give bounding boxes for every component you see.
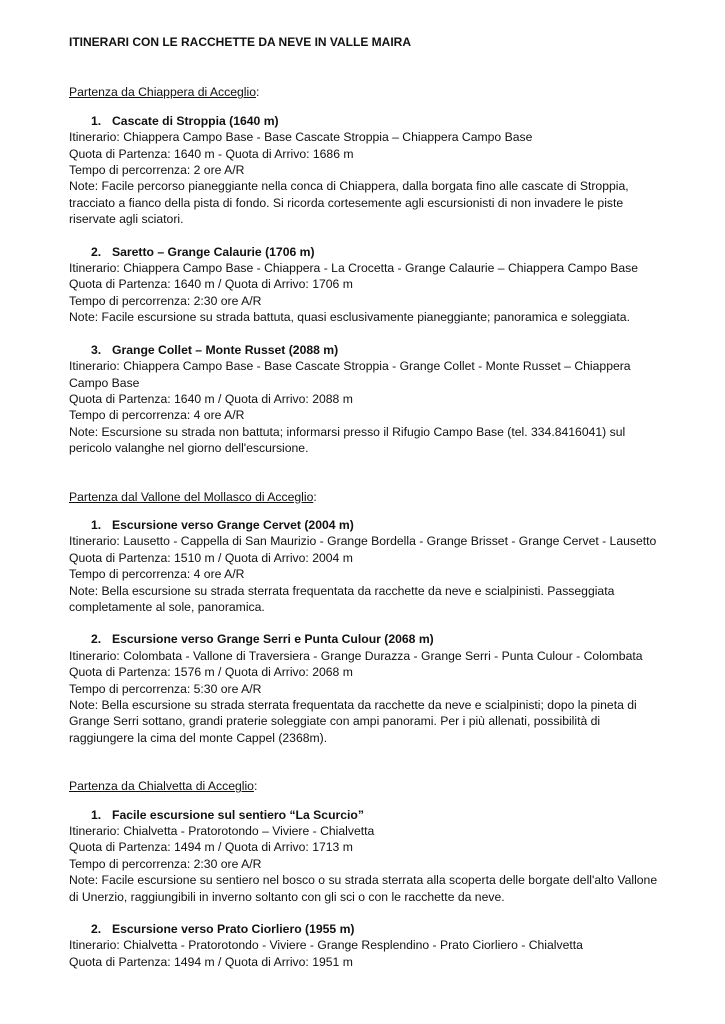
itinerary-route: Itinerario: Chialvetta - Pratorotondo – Viviere - Chialvetta	[69, 824, 375, 839]
section-chialvetta	[69, 778, 659, 970]
document-title: ITINERARI CON LE RACCHETTE DA NEVE IN VALLE MAIRA	[69, 35, 412, 49]
itinerary-altitude: Quota di Partenza: 1510 m / Quota di Arrivo: 2004 m	[69, 550, 353, 565]
item-number: 2.	[91, 922, 102, 937]
section-heading-colon: :	[256, 85, 260, 100]
itinerary-route: Itinerario: Lausetto - Cappella di San Maurizio - Grange Bordella - Grange Brisset - Grange Cervet - Lausetto	[69, 534, 657, 549]
itinerary-route: Itinerario: Colombata - Vallone di Traversiera - Grange Durazza - Grange Serri - Punta Culour - Colombata	[69, 648, 643, 663]
item-number: 1.	[91, 113, 102, 128]
itinerary-altitude: Quota di Partenza: 1640 m / Quota di Arrivo: 2088 m	[69, 391, 353, 406]
itinerary-time: Tempo di percorrenza: 2:30 ore A/R	[69, 293, 262, 308]
itinerary-route: Itinerario: Chialvetta - Pratorotondo - Viviere - Grange Resplendino - Prato Ciorliero - Chialvetta	[69, 938, 583, 953]
itinerary-note: Note: Bella escursione su strada sterrata frequentata da racchette da neve e scialpinisti; dopo la pineta di Grange Serri sottano, grandi praterie soleggiate con ampi panorami. Per i più allenati, possibilità di raggiungere la cima del monte Cappel (2368m).	[69, 698, 637, 745]
itinerary-time: Tempo di percorrenza: 4 ore A/R	[69, 408, 245, 423]
section-heading-row	[69, 84, 659, 100]
itinerary-note: Note: Facile percorso pianeggiante nella conca di Chiappera, dalla borgata fino alle cascate di Stroppia, tracciato a fianco della pista di fondo. Si ricorda cortesemente agli escursionisti di non invadere le piste riservate agli sciatori.	[69, 179, 629, 227]
item-number: 3.	[91, 342, 102, 357]
item-number: 2.	[91, 632, 102, 647]
section-heading-colon: :	[253, 779, 258, 794]
itinerary-note: Note: Facile escursione su strada battuta, quasi esclusivamente pianeggiante; panoramica e soleggiata.	[69, 310, 630, 325]
section-heading-row	[69, 778, 659, 794]
itinerary-note: Note: Facile escursione su sentiero nel bosco o su strada sterrata alla scoperta delle borgate dell'alto Vallone di Unerzio, raggiungibili in inverno soltanto con gli sci o con le racchette da neve.	[69, 873, 658, 904]
itinerary-route: Itinerario: Chiappera Campo Base - Chiappera - La Crocetta - Grange Calaurie – Chiappera Campo Base	[69, 261, 639, 276]
itinerary-time: Tempo di percorrenza: 5:30 ore A/R	[69, 681, 262, 696]
itinerary-title	[91, 517, 659, 533]
itinerary-altitude: Quota di Partenza: 1494 m / Quota di Arrivo: 1951 m	[69, 954, 353, 969]
itinerary-note: Note: Bella escursione su strada sterrata frequentata da racchette da neve e scialpinisti. Passeggiata completamente al sole, panoramica.	[69, 583, 615, 614]
itinerary-note: Note: Escursione su strada non battuta; informarsi presso il Rifugio Campo Base (tel. 334.8416041) sul pericolo valanghe nel giorno dell'escursione.	[69, 424, 626, 456]
item-number: 2.	[91, 244, 102, 259]
itinerary-item	[69, 342, 659, 457]
item-title-text: Cascate di Stroppia (1640 m)	[112, 113, 279, 128]
itinerary-time: Tempo di percorrenza: 4 ore A/R	[69, 567, 245, 582]
item-title-text: Escursione verso Grange Serri e Punta Culour (2068 m)	[112, 632, 434, 647]
itinerary-route: Itinerario: Chiappera Campo Base - Base Cascate Stroppia – Chiappera Campo Base	[69, 130, 533, 145]
itinerary-altitude: Quota di Partenza: 1576 m / Quota di Arrivo: 2068 m	[69, 665, 353, 680]
itinerary-item	[69, 631, 659, 746]
document-page	[69, 34, 659, 970]
itinerary-altitude: Quota di Partenza: 1494 m / Quota di Arrivo: 1713 m	[69, 840, 353, 855]
itinerary-altitude: Quota di Partenza: 1640 m / Quota di Arrivo: 1706 m	[69, 277, 353, 292]
section-heading: Partenza dal Vallone del Mollasco di Acceglio	[69, 489, 314, 504]
item-title-text: Escursione verso Grange Cervet (2004 m)	[112, 517, 354, 532]
itinerary-item	[69, 517, 659, 615]
item-title-text: Facile escursione sul sentiero “La Scurcio”	[112, 807, 364, 822]
itinerary-item	[69, 113, 659, 228]
item-title-text: Grange Collet – Monte Russet (2088 m)	[112, 342, 339, 357]
section-heading-row	[69, 489, 659, 505]
section-mollasco	[69, 489, 659, 747]
itinerary-time: Tempo di percorrenza: 2:30 ore A/R	[69, 856, 262, 871]
item-number: 1.	[91, 807, 102, 822]
itinerary-item	[69, 244, 659, 326]
itinerary-title	[91, 113, 659, 129]
itinerary-time: Tempo di percorrenza: 2 ore A/R	[69, 163, 245, 178]
itinerary-altitude: Quota di Partenza: 1640 m - Quota di Arrivo: 1686 m	[69, 146, 354, 161]
section-heading: Partenza da Chialvetta di Acceglio	[69, 779, 254, 794]
itinerary-title	[91, 921, 659, 937]
item-title-text: Saretto – Grange Calaurie (1706 m)	[112, 244, 315, 259]
section-chiappera	[69, 84, 659, 456]
section-heading: Partenza da Chiappera di Acceglio	[69, 85, 256, 100]
itinerary-item	[69, 807, 659, 905]
item-title-text: Escursione verso Prato Ciorliero (1955 m)	[112, 922, 355, 937]
section-heading-colon: :	[313, 489, 317, 504]
itinerary-route: Itinerario: Chiappera Campo Base - Base Cascate Stroppia - Grange Collet - Monte Russet – Chiappera Campo Base	[69, 359, 631, 390]
itinerary-title	[91, 244, 659, 260]
itinerary-title	[91, 807, 659, 823]
itinerary-item	[69, 921, 659, 970]
itinerary-title	[91, 342, 659, 358]
item-number: 1.	[91, 517, 102, 532]
itinerary-title	[91, 631, 659, 647]
